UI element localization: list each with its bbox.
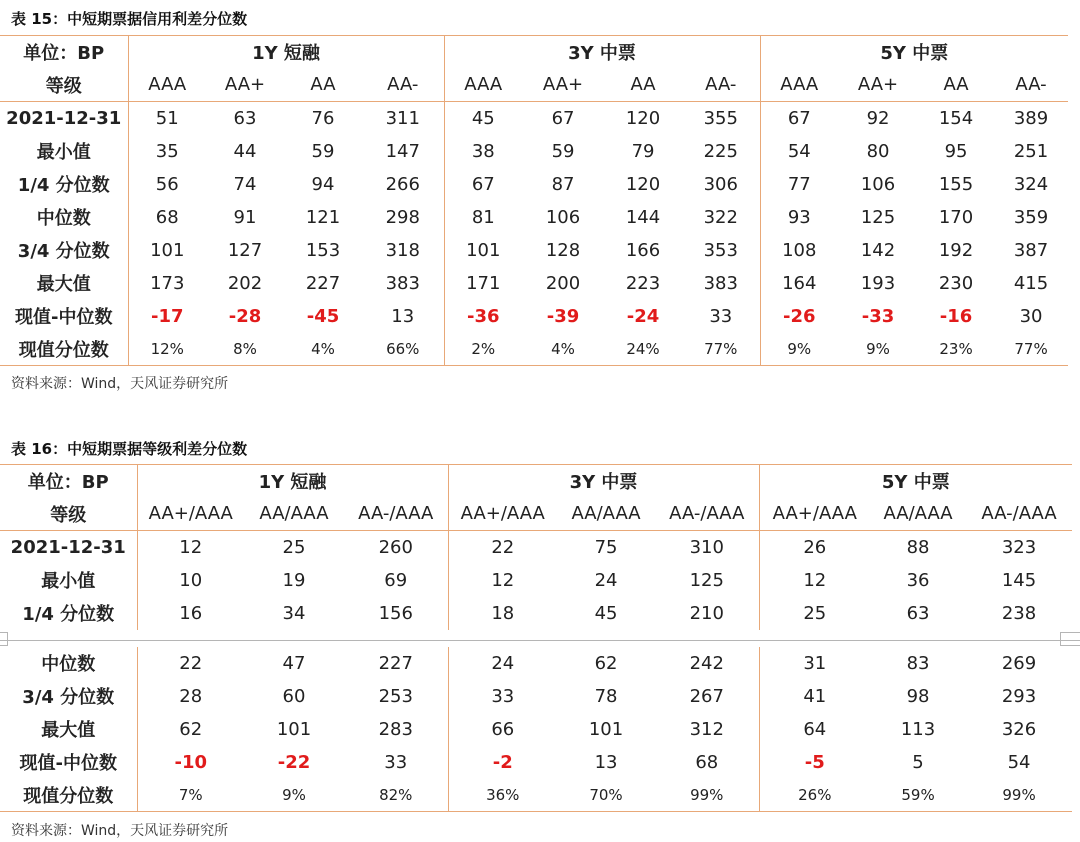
grade-header: AA- [682, 69, 760, 102]
table-cell: 69 [384, 569, 408, 591]
table-cell: 306 [703, 173, 738, 195]
table-cell: 322 [703, 206, 738, 228]
table-cell: 193 [860, 272, 896, 294]
table-cell: 94 [311, 173, 335, 195]
table-cell: 230 [938, 272, 974, 294]
table-cell: 80 [866, 140, 890, 162]
page-break-marker-right [1060, 632, 1080, 646]
table-cell: 251 [1013, 140, 1049, 162]
table-row [0, 201, 1068, 234]
table-cell: 25 [759, 597, 870, 630]
table-cell: 155 [938, 173, 974, 195]
row-label: 中位数 [36, 208, 91, 229]
unit-label: 单位：BP [0, 465, 137, 498]
table-cell: 30 [1019, 305, 1043, 327]
grade-header: AAA [760, 69, 838, 102]
table-cell: 9% [838, 333, 918, 366]
table-cell: 63 [233, 107, 257, 129]
table-cell: 10 [137, 564, 244, 597]
table-cell: 200 [545, 272, 581, 294]
grade-header: AA [284, 69, 362, 102]
table-cell: 127 [227, 239, 263, 261]
row-label: 现值-中位数 [15, 307, 113, 328]
table-cell: 12 [448, 564, 557, 597]
table-cell: 19 [282, 569, 306, 591]
table-cell: 312 [689, 718, 724, 740]
table-cell: 383 [703, 272, 738, 294]
group-header: 1Y 短融 [128, 36, 444, 69]
row-label: 3/4 分位数 [22, 687, 115, 708]
table-row [0, 779, 1072, 812]
table-cell: 33 [709, 305, 733, 327]
table-row [0, 713, 1072, 746]
table-cell: 128 [545, 239, 581, 261]
table-cell: 54 [1007, 751, 1031, 773]
row-label: 3/4 分位数 [17, 241, 110, 262]
grade-header: AA [918, 69, 994, 102]
table-cell: 16 [137, 597, 244, 630]
table-cell: -33 [861, 305, 895, 327]
table-cell: 266 [385, 173, 420, 195]
table-16-source: 资料来源：Wind，天风证券研究所 [11, 823, 229, 839]
table-cell: 359 [1013, 206, 1049, 228]
table-cell: 12% [128, 333, 206, 366]
row-label: 现值分位数 [0, 779, 137, 812]
table-cell: 147 [385, 140, 420, 162]
row-label: 最小值 [41, 571, 96, 592]
group-header: 3Y 中票 [448, 465, 759, 498]
table-row [0, 647, 1072, 680]
grade-label: 等级 [0, 498, 137, 531]
table-cell: 142 [860, 239, 896, 261]
table-cell: 101 [444, 234, 522, 267]
table-cell: 26% [759, 779, 870, 812]
table-cell: 7% [137, 779, 244, 812]
table-cell: 87 [551, 173, 575, 195]
group-header: 1Y 短融 [137, 465, 448, 498]
table-cell: 9% [244, 779, 344, 812]
table-row [0, 680, 1072, 713]
table-cell: 253 [378, 685, 413, 707]
table-cell: 26 [759, 531, 870, 564]
table-cell: 22 [448, 531, 557, 564]
grade-header: AA/AAA [244, 498, 344, 531]
table-cell: 173 [128, 267, 206, 300]
table-cell: 34 [282, 602, 306, 624]
table-cell: 93 [760, 201, 838, 234]
table-cell: 59 [551, 140, 575, 162]
grade-header: AA/AAA [557, 498, 655, 531]
grade-header: AA+/AAA [448, 498, 557, 531]
table-row [0, 102, 1068, 135]
grade-header: AAA [128, 69, 206, 102]
table-cell: 82% [344, 779, 448, 812]
table-cell: 41 [759, 680, 870, 713]
table-cell: 5 [912, 751, 924, 773]
table-row [0, 168, 1068, 201]
table-cell: 202 [227, 272, 263, 294]
table-cell: 38 [444, 135, 522, 168]
table-16-caption: 表 16：中短期票据等级利差分位数 [11, 440, 248, 458]
table-cell: 83 [906, 652, 930, 674]
table-cell: 62 [594, 652, 618, 674]
table-cell: 28 [137, 680, 244, 713]
table-cell: -5 [759, 746, 870, 779]
row-label: 2021-12-31 [6, 107, 122, 129]
row-label: 现值分位数 [0, 333, 128, 366]
table-cell: 62 [137, 713, 244, 746]
table-cell: 45 [594, 602, 618, 624]
table-15-group-header-row [0, 36, 1068, 69]
table-cell: 67 [760, 102, 838, 135]
table-cell: 51 [128, 102, 206, 135]
table-cell: 310 [689, 536, 724, 558]
table-cell: -45 [306, 305, 340, 327]
table-cell: 24% [604, 333, 682, 366]
table-cell: 283 [378, 718, 413, 740]
table-cell: 324 [1013, 173, 1049, 195]
table-cell: 95 [944, 140, 968, 162]
table-cell: 36 [906, 569, 930, 591]
table-cell: 92 [866, 107, 890, 129]
row-label: 现值-中位数 [19, 753, 117, 774]
group-header: 3Y 中票 [444, 36, 760, 69]
table-cell: 59% [870, 779, 966, 812]
grade-header: AA-/AAA [966, 498, 1072, 531]
table-cell: 24 [448, 647, 557, 680]
table-row [0, 746, 1072, 779]
grade-header: AAA [444, 69, 522, 102]
table-cell: 326 [1001, 718, 1037, 740]
grade-header: AA+ [206, 69, 284, 102]
table-cell: 54 [760, 135, 838, 168]
table-cell: -24 [626, 305, 660, 327]
table-cell: 260 [378, 536, 413, 558]
group-header: 5Y 中票 [759, 465, 1072, 498]
grade-header: AA+/AAA [759, 498, 870, 531]
table-cell: 106 [860, 173, 896, 195]
grade-header: AA-/AAA [344, 498, 448, 531]
table-cell: 13 [594, 751, 618, 773]
unit-label: 单位：BP [0, 36, 128, 69]
table-cell: 293 [1001, 685, 1037, 707]
grade-label: 等级 [0, 69, 128, 102]
table-cell: 91 [233, 206, 257, 228]
table-cell: 225 [703, 140, 738, 162]
table-cell: -16 [939, 305, 973, 327]
table-cell: 74 [233, 173, 257, 195]
table-cell: -28 [228, 305, 262, 327]
row-label: 2021-12-31 [10, 536, 126, 558]
table-row [0, 135, 1068, 168]
table-cell: 56 [128, 168, 206, 201]
table-row [0, 267, 1068, 300]
table-cell: 269 [1001, 652, 1037, 674]
table-cell: 8% [206, 333, 284, 366]
table-cell: -36 [444, 300, 522, 333]
table-cell: 9% [760, 333, 838, 366]
table-cell: 4% [284, 333, 362, 366]
table-15-source: 资料来源：Wind，天风证券研究所 [11, 376, 229, 392]
table-15-grade-row [0, 69, 1068, 102]
table-cell: 106 [545, 206, 581, 228]
table-cell: 355 [703, 107, 738, 129]
table-cell: 81 [444, 201, 522, 234]
table-cell: 238 [1001, 602, 1037, 624]
table-cell: 18 [448, 597, 557, 630]
table-cell: 78 [594, 685, 618, 707]
table-row [0, 531, 1072, 564]
table-cell: 101 [588, 718, 624, 740]
table-cell: 120 [625, 173, 661, 195]
table-cell: 227 [305, 272, 341, 294]
table-cell: 22 [137, 647, 244, 680]
table-cell: 23% [918, 333, 994, 366]
table-cell: -17 [128, 300, 206, 333]
table-cell: 101 [276, 718, 312, 740]
table-cell: 298 [385, 206, 420, 228]
table-cell: -26 [760, 300, 838, 333]
table-cell: 210 [689, 602, 724, 624]
table-cell: 77% [682, 333, 760, 366]
table-cell: 44 [233, 140, 257, 162]
table-cell: 60 [282, 685, 306, 707]
page-break-marker-left [0, 632, 8, 646]
table-cell: 192 [938, 239, 974, 261]
grade-header: AA/AAA [870, 498, 966, 531]
table-cell: 45 [444, 102, 522, 135]
row-label: 最大值 [36, 274, 91, 295]
table-cell: 170 [938, 206, 974, 228]
table-cell: 267 [689, 685, 724, 707]
grade-header: AA+ [838, 69, 918, 102]
table-cell: 13 [391, 305, 415, 327]
table-cell: 108 [760, 234, 838, 267]
grade-header: AA- [362, 69, 444, 102]
table-cell: 101 [128, 234, 206, 267]
table-cell: 227 [378, 652, 413, 674]
table-cell: 59 [311, 140, 335, 162]
table-16-group-header-row [0, 465, 1072, 498]
table-15 [0, 35, 1068, 366]
table-cell: 4% [522, 333, 604, 366]
table-cell: 125 [689, 569, 724, 591]
table-cell: 77% [994, 333, 1068, 366]
table-cell: 154 [938, 107, 974, 129]
table-cell: 67 [551, 107, 575, 129]
table-cell: 144 [625, 206, 661, 228]
grade-header: AA+ [522, 69, 604, 102]
grade-header: AA [604, 69, 682, 102]
table-cell: 125 [860, 206, 896, 228]
table-cell: 25 [282, 536, 306, 558]
table-cell: 166 [625, 239, 661, 261]
group-header: 5Y 中票 [760, 36, 1068, 69]
table-cell: 99% [655, 779, 759, 812]
table-16 [0, 464, 1072, 812]
table-cell: 415 [1013, 272, 1049, 294]
table-cell: -22 [277, 751, 311, 773]
table-cell: 88 [906, 536, 930, 558]
table-cell: 387 [1013, 239, 1049, 261]
grade-header: AA+/AAA [137, 498, 244, 531]
table-cell: 47 [282, 652, 306, 674]
row-label: 最小值 [36, 142, 91, 163]
table-cell: 156 [378, 602, 413, 624]
table-cell: 75 [594, 536, 618, 558]
table-cell: 33 [384, 751, 408, 773]
table-cell: 66% [362, 333, 444, 366]
table-cell: 318 [385, 239, 420, 261]
table-cell: 67 [444, 168, 522, 201]
table-cell: 64 [759, 713, 870, 746]
table-cell: 12 [137, 531, 244, 564]
table-cell: 77 [760, 168, 838, 201]
table-cell: 33 [448, 680, 557, 713]
table-15-caption: 表 15：中短期票据信用利差分位数 [11, 10, 248, 28]
table-row [0, 300, 1068, 333]
table-cell: 120 [625, 107, 661, 129]
table-cell: 36% [448, 779, 557, 812]
table-cell: 383 [385, 272, 420, 294]
table-cell: 2% [444, 333, 522, 366]
table-cell: 35 [128, 135, 206, 168]
table-cell: 76 [311, 107, 335, 129]
table-cell: 68 [695, 751, 719, 773]
table-cell: 31 [759, 647, 870, 680]
table-cell: 323 [1001, 536, 1037, 558]
table-cell: -2 [448, 746, 557, 779]
row-label: 最大值 [41, 720, 96, 741]
table-cell: 70% [557, 779, 655, 812]
table-row [0, 597, 1072, 630]
table-cell: 171 [444, 267, 522, 300]
table-cell: 153 [305, 239, 341, 261]
page-break-line [0, 640, 1080, 641]
row-label: 1/4 分位数 [17, 175, 110, 196]
table-cell: 66 [448, 713, 557, 746]
table-row [0, 333, 1068, 366]
table-cell: 353 [703, 239, 738, 261]
table-cell: 145 [1001, 569, 1037, 591]
page-break-gap [0, 630, 1072, 647]
table-cell: 311 [385, 107, 420, 129]
table-cell: 68 [128, 201, 206, 234]
table-cell: 79 [631, 140, 655, 162]
table-cell: 242 [689, 652, 724, 674]
table-cell: 223 [625, 272, 661, 294]
table-cell: 99% [966, 779, 1072, 812]
table-cell: 12 [759, 564, 870, 597]
table-cell: 113 [900, 718, 936, 740]
table-cell: 24 [594, 569, 618, 591]
grade-header: AA-/AAA [655, 498, 759, 531]
table-row [0, 564, 1072, 597]
grade-header: AA- [994, 69, 1068, 102]
table-cell: 121 [305, 206, 341, 228]
row-label: 中位数 [41, 654, 96, 675]
table-cell: 164 [760, 267, 838, 300]
table-16-grade-row [0, 498, 1072, 531]
table-row [0, 234, 1068, 267]
table-cell: -39 [546, 305, 580, 327]
table-cell: -10 [137, 746, 244, 779]
table-cell: 98 [906, 685, 930, 707]
table-cell: 63 [906, 602, 930, 624]
table-cell: 389 [1013, 107, 1049, 129]
row-label: 1/4 分位数 [22, 604, 115, 625]
